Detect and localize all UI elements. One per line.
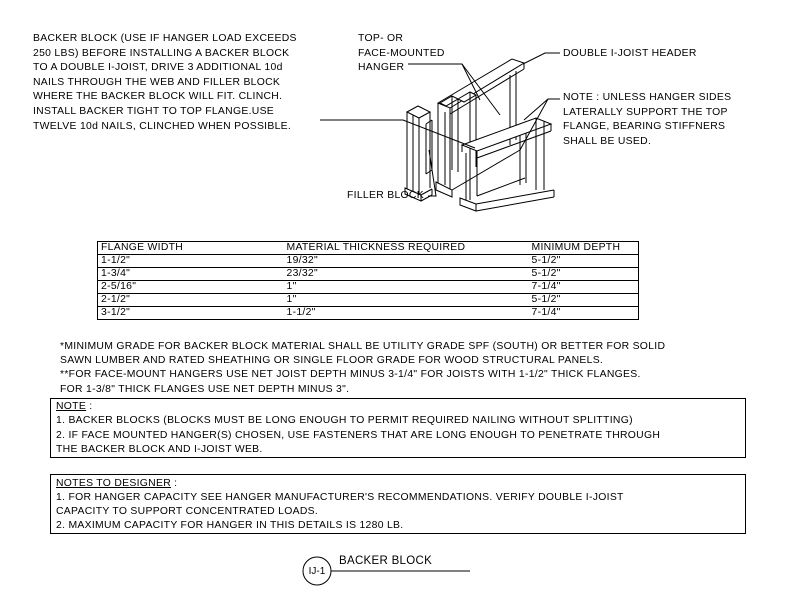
- table-cell: 1": [284, 281, 529, 294]
- filler-block-callout: FILLER BLOCK: [347, 190, 424, 201]
- designer-notes-box: [50, 474, 746, 534]
- hanger-callout: TOP- OR FACE-MOUNTED HANGER: [358, 33, 445, 74]
- table-cell: 19/32": [284, 255, 529, 268]
- table-cell: 1-1/2": [284, 307, 529, 320]
- footnotes: *MINIMUM GRADE FOR BACKER BLOCK MATERIAL SHALL BE UTILITY GRADE SPF (SOUTH) OR BETTER FOR SOLID SAWN LUMBER AND RATED SHEATHING OR SINGLE FLOOR GRADE FOR WOOD STRUCTURAL PANELS. **FOR FACE-MOUNT HANGERS USE NET JOIST DEPTH MINUS 3-1/4" FOR JOISTS WITH 1-1/2" THICK FLANGES. FOR 1-3/8" THICK FLANGES USE NET DEPTH MINUS 3".: [60, 341, 666, 395]
- table-cell: 5-1/2": [529, 294, 639, 307]
- designer-notes-content: NOTES TO DESIGNER : 1. FOR HANGER CAPACITY SEE HANGER MANUFACTURER'S RECOMMENDATIONS. VERIFY DOUBLE I-JOIST CAPACITY TO SUPPORT CONCENTRATED LOADS. 2. MAXIMUM CAPACITY FOR HANGER IN THIS DETAILS IS 1280 LB.: [56, 478, 624, 531]
- front-joist: [460, 118, 554, 211]
- note-box: [50, 398, 746, 458]
- table-cell: 7-1/4": [529, 307, 639, 320]
- detail-tag-title: BACKER BLOCK: [339, 555, 433, 567]
- table-cell: 1-3/4": [98, 268, 284, 281]
- table-cell: 23/32": [284, 268, 529, 281]
- table-cell: 5-1/2": [529, 255, 639, 268]
- designer-notes-title: NOTES TO DESIGNER: [56, 478, 171, 489]
- table-header: MINIMUM DEPTH: [529, 242, 639, 255]
- table-row: [98, 268, 639, 281]
- table-cell: 7-1/4": [529, 281, 639, 294]
- detail-tag-id: IJ-1: [308, 566, 326, 577]
- table-cell: 1-1/2": [98, 255, 284, 268]
- note-content: NOTE : 1. BACKER BLOCKS (BLOCKS MUST BE LONG ENOUGH TO PERMIT REQUIRED NAILING WITHOUT SPLITTING) 2. IF FACE MOUNTED HANGER(S) CHOSEN, USE FASTENERS THAT ARE LONG ENOUGH TO PENETRATE THROUGH THE BACKER BLOCK AND I-JOIST WEB.: [56, 401, 661, 456]
- table-header: MATERIAL THICKNESS REQUIRED: [284, 242, 529, 255]
- table-cell: 3-1/2": [98, 307, 284, 320]
- note-title: NOTE: [56, 401, 87, 412]
- header-callout: DOUBLE I-JOIST HEADER: [563, 48, 697, 59]
- backer-block-note: BACKER BLOCK (USE IF HANGER LOAD EXCEEDS 250 LBS) BEFORE INSTALLING A BACKER BLOCK TO A DOUBLE I-JOIST, DRIVE 3 ADDITIONAL 10d NAILS THROUGH THE WEB AND FILLER BLOCK WHERE THE BACKER BLOCK WILL FIT. CLINCH. INSTALL BACKER TIGHT TO TOP FLANGE.USE TWELVE 10d NAILS, CLINCHED WHEN POSSIBLE.: [33, 33, 297, 132]
- table-row: [98, 294, 639, 307]
- table-row: [98, 307, 639, 320]
- table-cell: 2-1/2": [98, 294, 284, 307]
- table-header: FLANGE WIDTH: [98, 242, 284, 255]
- table-row: [98, 281, 639, 294]
- table-cell: 2-5/16": [98, 281, 284, 294]
- back-joist: [405, 106, 432, 201]
- table-cell: 1": [284, 294, 529, 307]
- table-cell: 5-1/2": [529, 268, 639, 281]
- stiffener-note: NOTE : UNLESS HANGER SIDES LATERALLY SUPPORT THE TOP FLANGE, BEARING STIFFNERS SHALL BE USED.: [563, 92, 732, 147]
- table-header-row: [98, 242, 639, 255]
- table-row: [98, 255, 639, 268]
- backer-block-spec-table: [97, 241, 639, 320]
